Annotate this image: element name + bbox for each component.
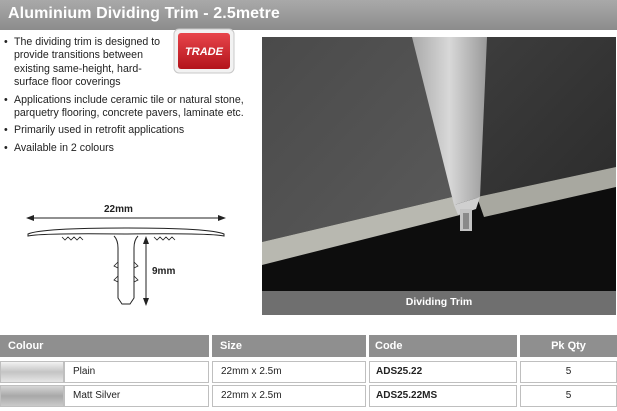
bullet-dot: • <box>4 36 8 48</box>
table-cell-colour: Matt Silver <box>64 385 209 407</box>
bullet-dot: • <box>4 93 8 106</box>
profile-diagram <box>22 200 232 318</box>
list-item: • Primarily used in retrofit applications <box>4 124 185 137</box>
profile-drawing <box>22 200 232 318</box>
table-cell-pk-qty: 5 <box>520 385 617 407</box>
table-cell-pk-qty: 5 <box>520 361 617 383</box>
list-item: • Available in 2 colours <box>4 141 114 154</box>
column-header-code: Code <box>369 335 517 357</box>
title-bar <box>0 0 617 30</box>
column-header-size: Size <box>212 335 366 357</box>
table-cell-code: ADS25.22MS <box>369 385 517 407</box>
column-header-colour: Colour <box>0 335 209 357</box>
page-title: Aluminium Dividing Trim - 2.5metre <box>8 5 280 22</box>
list-item: • Applications include ceramic tile or natural stone, parquetry flooring, concrete pavers, laminate etc. <box>4 93 244 120</box>
feature-list <box>4 36 249 159</box>
table-cell-colour: Plain <box>64 361 209 383</box>
height-dimension-label: 9mm <box>152 266 176 277</box>
trade-badge-label: TRADE <box>185 46 223 58</box>
photo-caption-bar <box>262 291 616 315</box>
photo-caption: Dividing Trim <box>405 296 473 308</box>
bullet-dot: • <box>4 124 8 137</box>
colour-swatch <box>0 385 64 407</box>
table-cell-code: ADS25.22 <box>369 361 517 383</box>
bullet-dot: • <box>4 141 8 154</box>
table-cell-size: 22mm x 2.5m <box>212 385 366 407</box>
colour-swatch <box>0 361 64 383</box>
width-dimension-label: 22mm <box>104 204 133 215</box>
product-table <box>0 335 617 411</box>
product-photo <box>262 37 616 315</box>
list-item: • The dividing trim is designed to provide transitions between existing same-height, hard-surface floor coverings <box>4 36 161 89</box>
column-header-pk-qty: Pk Qty <box>520 335 617 357</box>
table-cell-size: 22mm x 2.5m <box>212 361 366 383</box>
